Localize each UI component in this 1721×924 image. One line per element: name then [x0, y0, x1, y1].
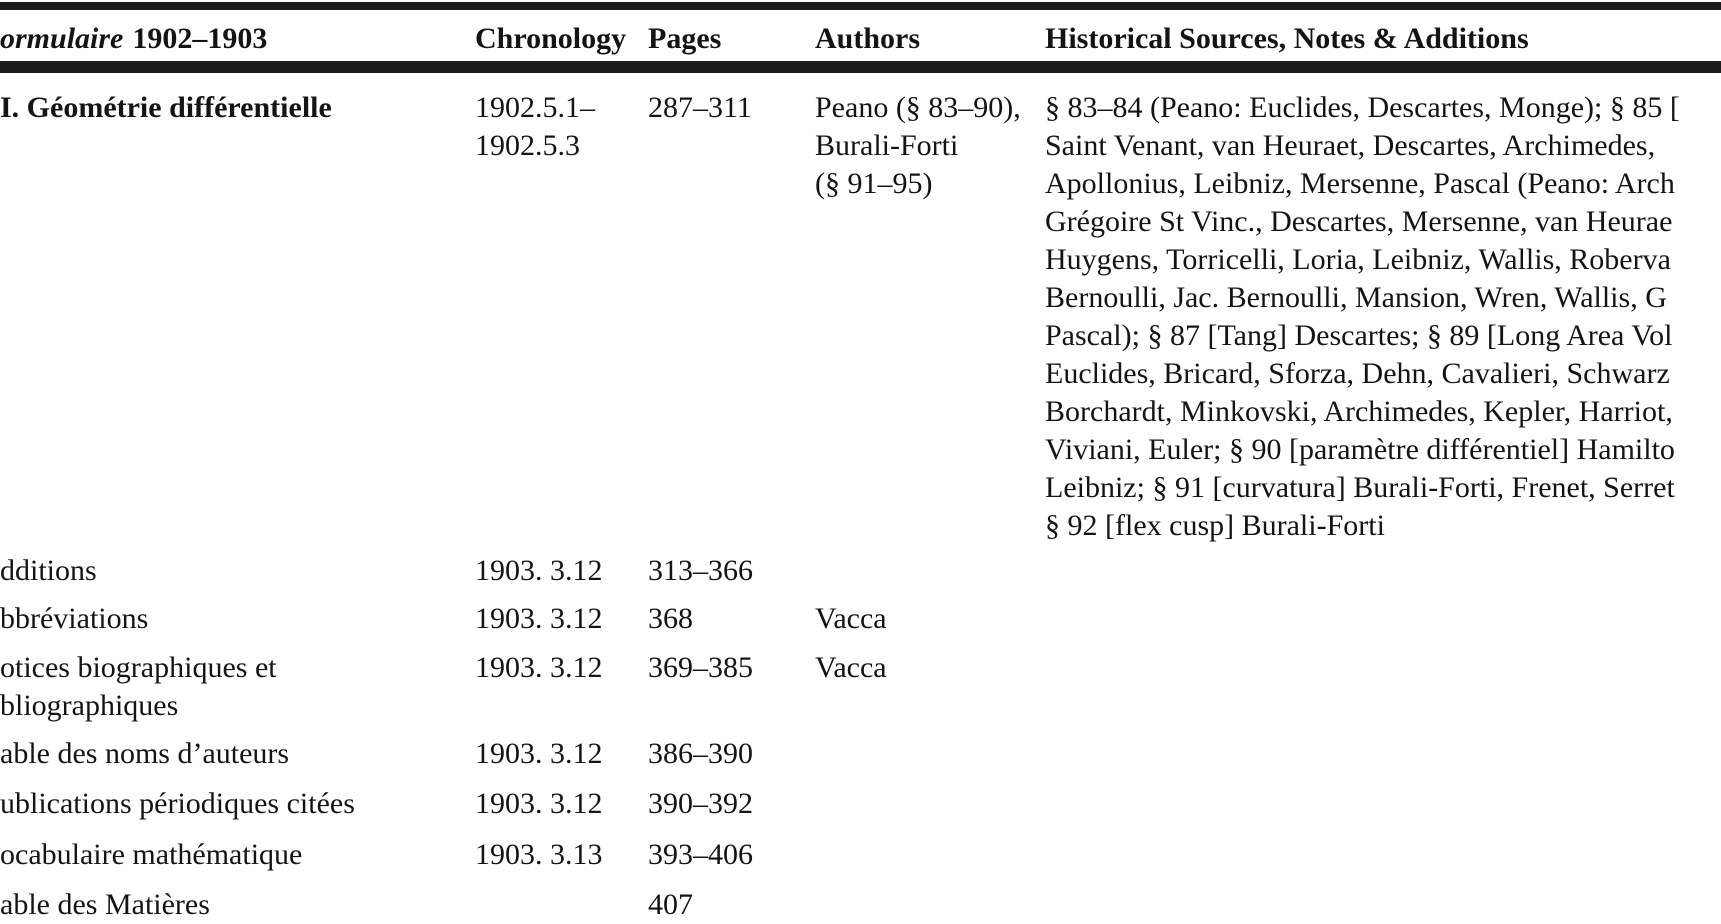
header-title-italic: ormulaire — [0, 22, 124, 55]
chronology-line: 1902.5.1– — [475, 91, 595, 124]
sources-line: Viviani, Euler; § 90 [paramètre différentiel] Hamilto — [1045, 433, 1675, 466]
chronology-cell: 1903. 3.12 — [475, 737, 603, 770]
pages-cell: 390–392 — [648, 787, 753, 820]
row-title: ocabulaire mathématique — [0, 838, 303, 871]
row-title: able des Matières — [0, 888, 210, 921]
sources-line: Leibniz; § 91 [curvatura] Burali-Forti, Frenet, Serret — [1045, 471, 1675, 504]
sources-line: Saint Venant, van Heuraet, Descartes, Archimedes, — [1045, 129, 1656, 162]
sources-line: Pascal); § 87 [Tang] Descartes; § 89 [Long Area Vol — [1045, 319, 1673, 352]
header-title-year: 1902–1903 — [132, 22, 268, 55]
sources-line: Borchardt, Minkovski, Archimedes, Kepler, Harriot, — [1045, 395, 1673, 428]
pages-cell: 386–390 — [648, 737, 753, 770]
header-title-cell — [0, 20, 267, 58]
section-title: I. Géométrie différentielle — [0, 91, 332, 124]
authors-cell — [815, 89, 1021, 203]
pages-cell: 393–406 — [648, 838, 753, 871]
authors-cell: Vacca — [815, 602, 887, 635]
sources-line: § 92 [flex cusp] Burali-Forti — [1045, 509, 1385, 542]
row-title: ublications périodiques citées — [0, 787, 355, 820]
sources-line: Bernoulli, Jac. Bernoulli, Mansion, Wren, Wallis, G — [1045, 281, 1667, 314]
chronology-cell: 1903. 3.12 — [475, 554, 603, 587]
chronology-cell — [475, 89, 595, 165]
pages-cell: 369–385 — [648, 651, 753, 684]
chronology-cell: 1903. 3.13 — [475, 838, 603, 871]
sources-line: Euclides, Bricard, Sforza, Dehn, Cavalieri, Schwarz — [1045, 357, 1670, 390]
row-title — [0, 649, 277, 725]
pages-cell: 368 — [648, 602, 693, 635]
column-header-chronology: Chronology — [475, 22, 627, 55]
row-title-line: otices biographiques et — [0, 651, 277, 684]
sources-line: Apollonius, Leibniz, Mersenne, Pascal (Peano: Arch — [1045, 167, 1675, 200]
column-header-sources: Historical Sources, Notes & Additions — [1045, 22, 1529, 55]
row-title-line: bliographiques — [0, 689, 179, 722]
table-top-rule — [0, 2, 1721, 10]
chronology-cell: 1903. 3.12 — [475, 651, 603, 684]
authors-cell: Vacca — [815, 651, 887, 684]
pages-cell: 287–311 — [648, 91, 752, 124]
row-title: able des noms d’auteurs — [0, 737, 290, 770]
table-header-rule — [0, 61, 1721, 73]
pages-cell: 313–366 — [648, 554, 753, 587]
chronology-line: 1902.5.3 — [475, 129, 580, 162]
row-title: dditions — [0, 554, 97, 587]
column-header-authors: Authors — [815, 22, 921, 55]
authors-line: Peano (§ 83–90), — [815, 91, 1021, 124]
table-header-row — [0, 20, 1721, 60]
chronology-cell: 1903. 3.12 — [475, 602, 603, 635]
sources-cell — [1045, 89, 1680, 545]
sources-line: § 83–84 (Peano: Euclides, Descartes, Monge); § 85 [ — [1045, 91, 1680, 124]
sources-line: Grégoire St Vinc., Descartes, Mersenne, van Heurae — [1045, 205, 1673, 238]
authors-line: Burali-Forti — [815, 129, 959, 162]
chronology-cell: 1903. 3.12 — [475, 787, 603, 820]
authors-line: (§ 91–95) — [815, 167, 933, 200]
pages-cell: 407 — [648, 888, 693, 921]
sources-line: Huygens, Torricelli, Loria, Leibniz, Wallis, Roberva — [1045, 243, 1671, 276]
row-title: bbréviations — [0, 602, 149, 635]
column-header-pages: Pages — [648, 22, 722, 55]
